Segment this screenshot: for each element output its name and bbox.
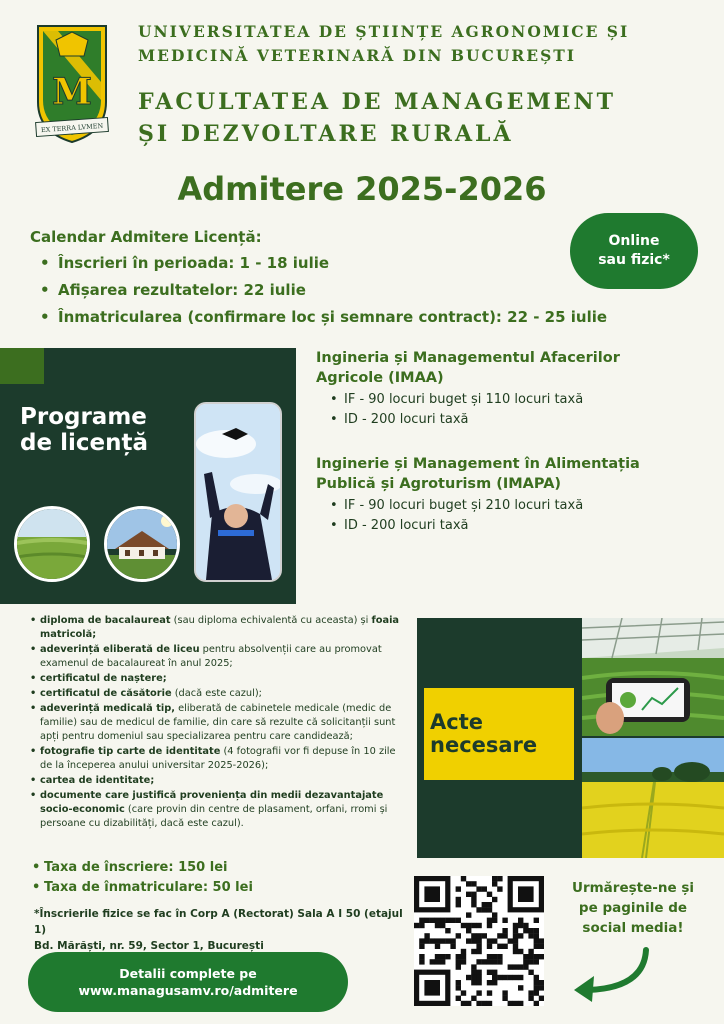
document-item: [30, 672, 402, 686]
document-text: (4 fotografii vor fi depuse în 10 zile de la începerea anului universitar 2025-2026);: [40, 746, 396, 771]
program-seats-list: [330, 390, 716, 430]
program-seats-item: • ID - 200 locuri taxă: [330, 410, 716, 430]
program-seats-item: • IF - 90 locuri buget și 210 locuri taxă: [330, 496, 716, 516]
program-name: [316, 348, 716, 388]
document-item: [30, 643, 402, 671]
programs-title-line2: de licență: [20, 430, 148, 456]
document-bold: diploma de bacalaureat: [40, 615, 171, 626]
programs-title-line1: Programe: [20, 404, 147, 430]
acte-line1: Acte: [430, 710, 483, 734]
calendar-item: • Înscrieri în perioada: 1 - 18 iulie: [40, 250, 607, 277]
wheat-field-photo: [14, 506, 90, 582]
rapeseed-field-photo: [582, 738, 724, 858]
document-bold: certificatul de căsătorie: [40, 688, 172, 699]
document-bold: fotografie tip carte de identitate: [40, 746, 221, 757]
document-text: (care provin din centre de plasament, orfani, rromi și persoane cu dizabilități, dacă este cazul).: [40, 804, 388, 829]
document-item: [30, 614, 402, 642]
campus-building-photo: [104, 506, 180, 582]
online-or-physical-badge: [570, 213, 698, 289]
programs-accent-block: [0, 348, 44, 384]
logo-motto: EX TERRA LVMEN: [40, 121, 104, 135]
document-text: pentru absolvenții care au promovat examenul de bacalaureat în anul 2025;: [40, 644, 382, 669]
physical-registration-note: [34, 906, 404, 954]
cta-line1: Detalii complete pe: [119, 966, 257, 981]
program-seats-item: • ID - 200 locuri taxă: [330, 516, 716, 536]
page-title: Admitere 2025-2026: [177, 170, 547, 208]
university-name: [138, 20, 708, 68]
social-line3: social media!: [582, 920, 684, 936]
faculty-name-line2: ȘI DEZVOLTARE RURALĂ: [138, 121, 514, 147]
calendar-item: • Înmatricularea (confirmare loc și semnare contract): 22 - 25 iulie: [40, 304, 607, 331]
fees-list: [32, 858, 253, 898]
social-line1: Urmărește-ne și: [572, 880, 694, 896]
program-seats-list: [330, 496, 716, 536]
program-seats-item: • IF - 90 locuri buget și 110 locuri taxă: [330, 390, 716, 410]
document-bold: adeverință medicală tip,: [40, 703, 175, 714]
program-name: [316, 454, 716, 494]
document-item: [30, 702, 402, 744]
social-media-callout: [560, 878, 706, 938]
required-documents-label: [424, 688, 574, 780]
document-text: (sau diploma echivalentă cu aceasta) și: [170, 615, 372, 626]
program-name-line1: Ingineria și Managementul Afacerilor: [316, 350, 620, 366]
document-text: (dacă este cazul);: [171, 688, 262, 699]
note-line1: *Înscrierile fizice se fac în Corp A (Rectorat) Sala A I 50 (etajul 1): [34, 908, 403, 936]
calendar-heading: Calendar Admitere Licență:: [30, 228, 262, 246]
qr-code[interactable]: [414, 876, 544, 1006]
required-documents-list: [30, 614, 402, 832]
program-name-line1: Inginerie și Management în Alimentația: [316, 456, 640, 472]
fee-item: • Taxa de înmatriculare: 50 lei: [32, 878, 253, 898]
document-item: [30, 745, 402, 773]
faculty-name: [138, 86, 708, 150]
document-bold: documente care justifică proveniența din medii dezavantajate socio-economic: [40, 790, 384, 815]
program-name-line2: Agricole (IMAA): [316, 370, 444, 386]
document-bold: cartea de identitate;: [40, 775, 155, 786]
fee-item: • Taxa de înscriere: 150 lei: [32, 858, 253, 878]
faculty-name-line1: FACULTATEA DE MANAGEMENT: [138, 89, 616, 115]
graduate-phone-photo: [194, 402, 282, 582]
document-bold: adeverință eliberată de liceu: [40, 644, 200, 655]
university-crest-logo: [34, 22, 110, 146]
document-item: [30, 687, 402, 701]
calendar-list: [40, 250, 607, 331]
arrow-left-icon: [568, 944, 654, 1004]
university-name-line1: UNIVERSITATEA DE ȘTIINȚE AGRONOMICE ȘI: [138, 22, 630, 41]
greenhouse-tablet-photo: [582, 618, 724, 736]
program-imaa: [316, 348, 716, 430]
university-name-line2: MEDICINĂ VETERINARĂ DIN BUCUREȘTI: [138, 46, 577, 65]
cta-url[interactable]: www.managusamv.ro/admitere: [78, 983, 298, 998]
badge-line2: sau fizic*: [598, 252, 670, 268]
programs-panel-title: [20, 404, 148, 456]
program-imapa: [316, 454, 716, 536]
calendar-item: • Afișarea rezultatelor: 22 iulie: [40, 277, 607, 304]
document-bold2: foaia matricolă;: [40, 615, 400, 640]
social-line2: pe paginile de: [578, 900, 688, 916]
document-bold: certificatul de naștere;: [40, 673, 167, 684]
badge-line1: Online: [608, 233, 660, 249]
note-line2: Bd. Mărăști, nr. 59, Sector 1, București: [34, 940, 264, 952]
details-link-button[interactable]: [28, 952, 348, 1012]
acte-line2: necesare: [430, 733, 538, 757]
document-item: [30, 789, 402, 831]
document-item: [30, 774, 402, 788]
program-name-line2: Publică și Agroturism (IMAPA): [316, 476, 562, 492]
document-text: eliberată de cabinetele medicale (medic de familie) sau de medicul de familie, din care să rezulte că solicitanții sunt apți pentru domeniul sau specializarea pentru care candidează;: [40, 703, 396, 742]
logo-letter: M: [52, 71, 92, 113]
